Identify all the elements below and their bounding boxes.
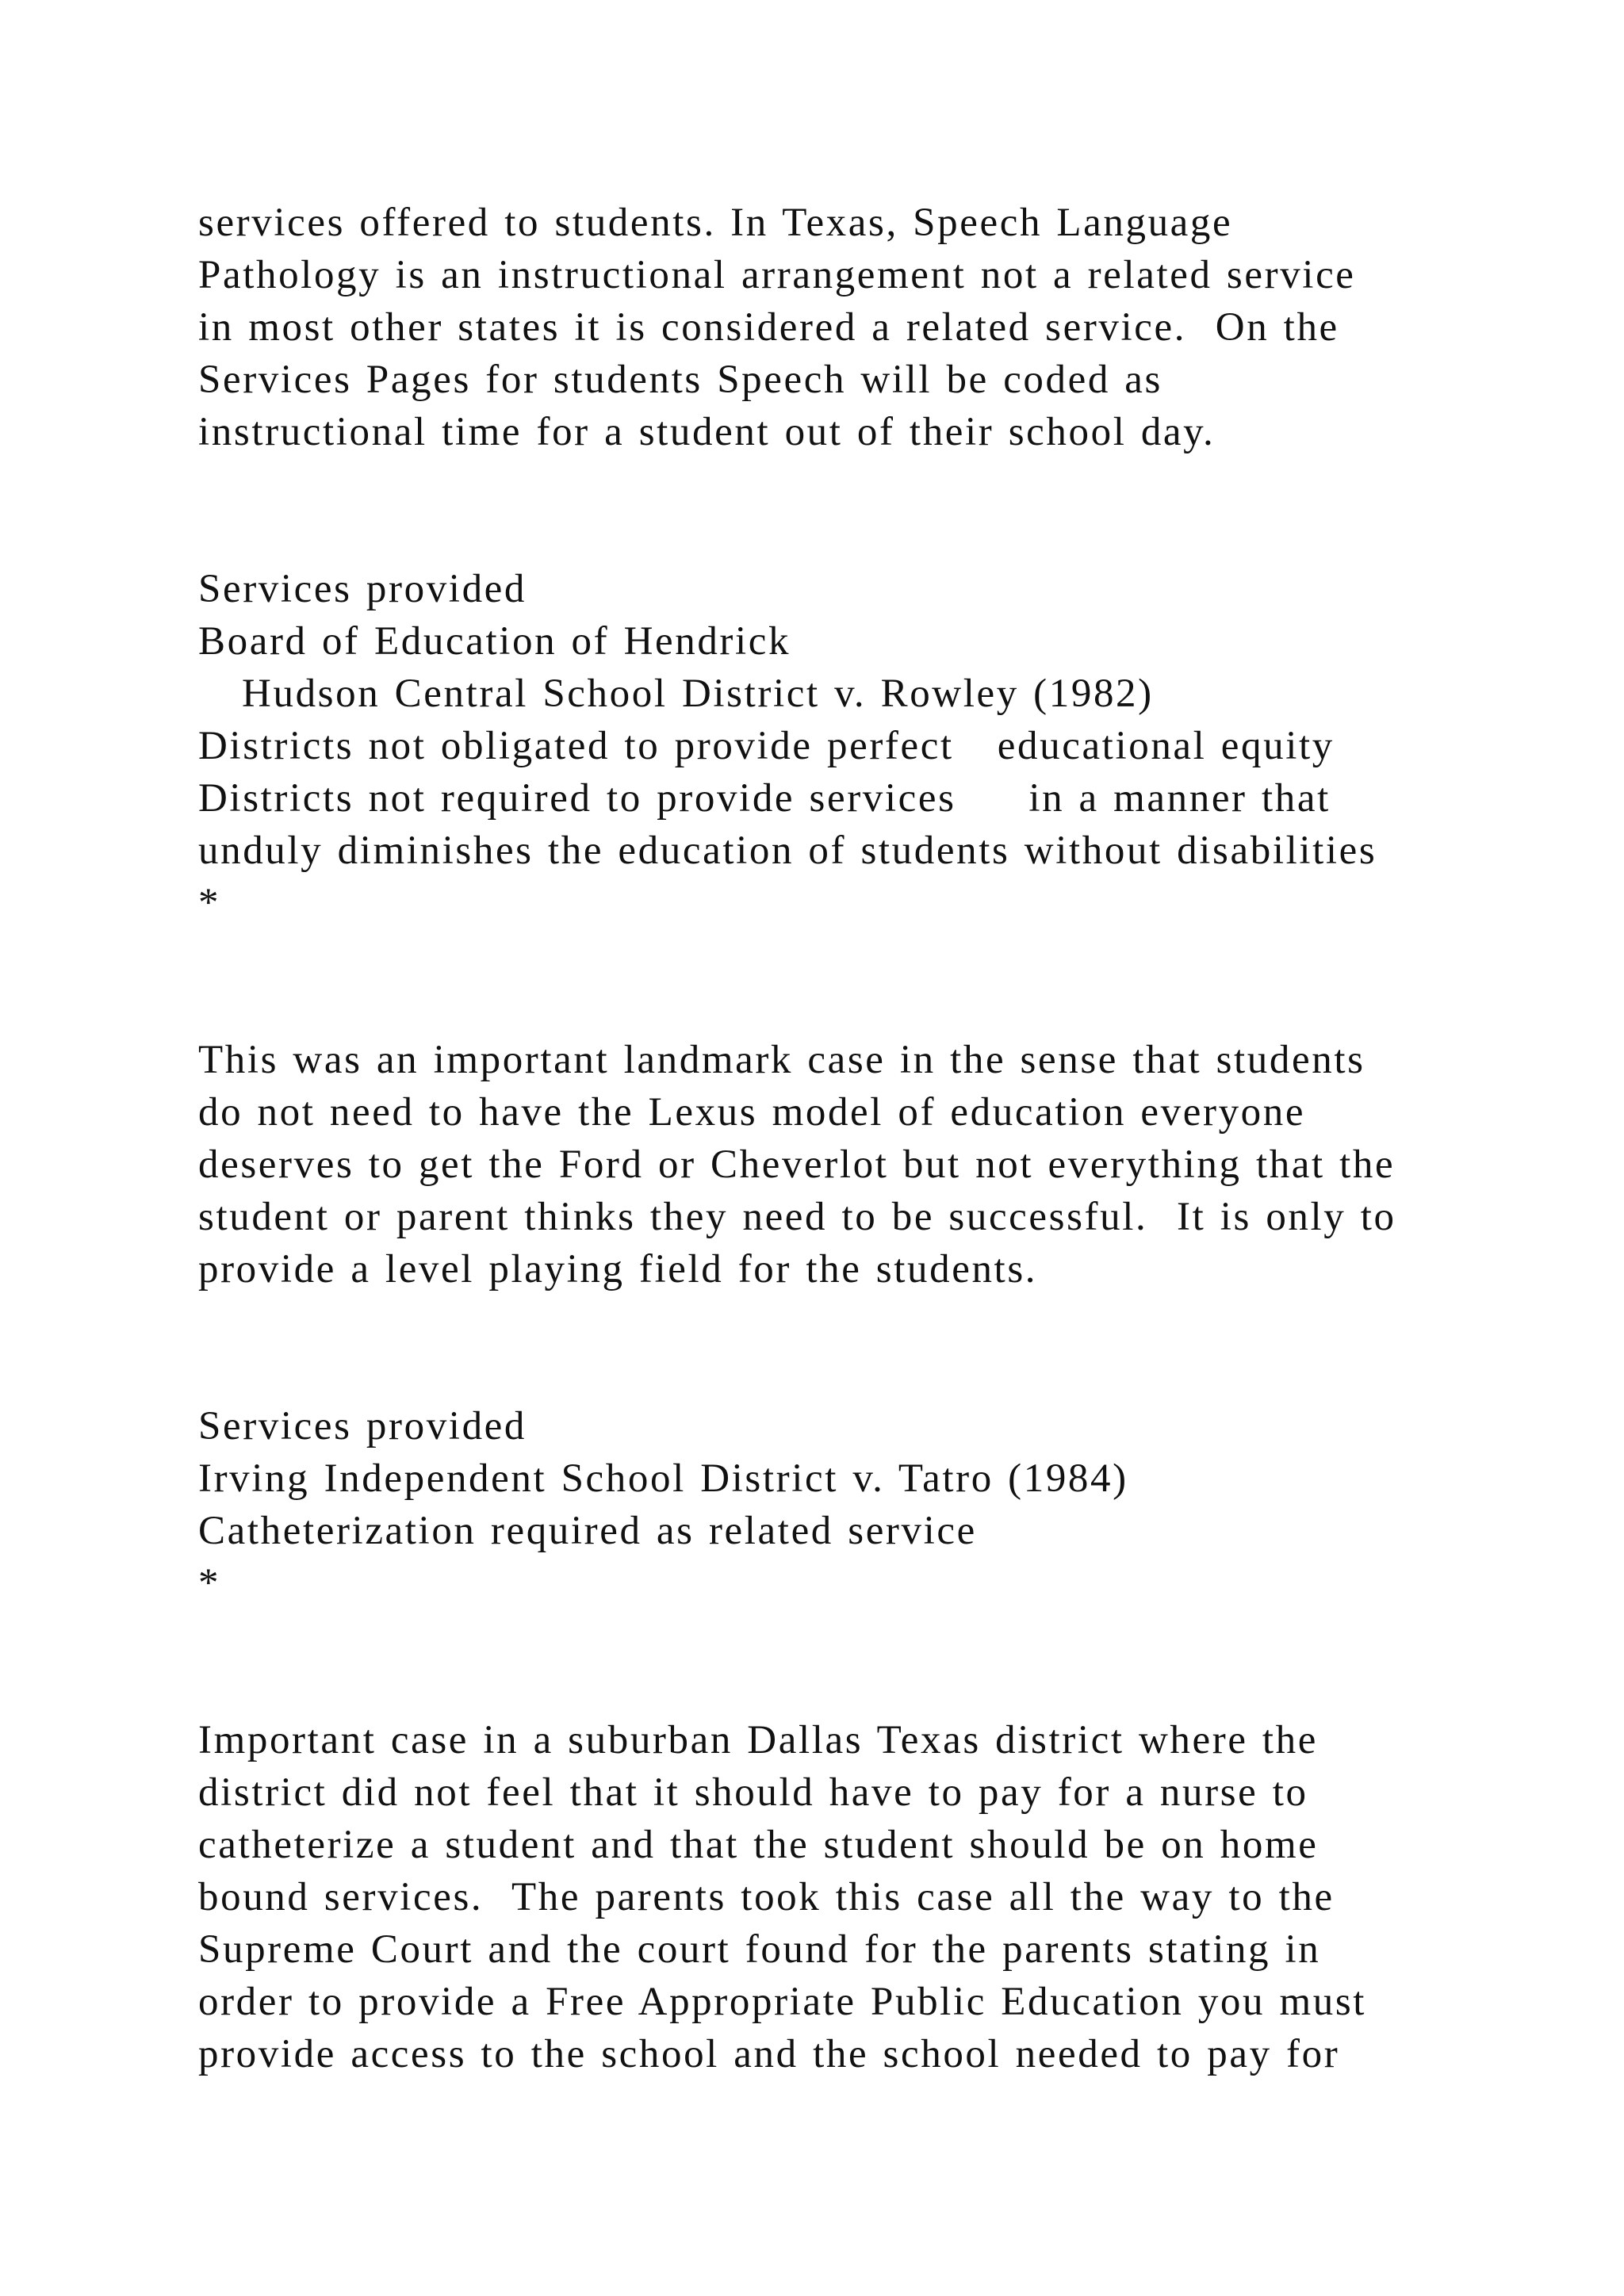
asterisk-marker: * [198, 1561, 221, 1605]
case-point: Districts not obligated to provide perfect educational equity [198, 724, 1335, 768]
text-line: provide access to the school and the school needed to pay for [198, 2032, 1340, 2076]
case-name: Board of Education of Hendrick [198, 619, 791, 664]
text-line: services offered to students. In Texas, Speech Language [198, 201, 1233, 245]
text-line: Pathology is an instructional arrangement not a related service [198, 253, 1356, 297]
text-line: do not need to have the Lexus model of education everyone [198, 1090, 1306, 1135]
text-line: Supreme Court and the court found for the parents stating in [198, 1927, 1321, 1972]
text-line: This was an important landmark case in the sense that students [198, 1038, 1365, 1082]
text-line: instructional time for a student out of their school day. [198, 410, 1216, 454]
case-point-continued: unduly diminishes the education of students without disabilities [198, 828, 1377, 873]
text-line: order to provide a Free Appropriate Public Education you must [198, 1980, 1367, 2024]
text-line: catheterize a student and that the student should be on home [198, 1823, 1319, 1867]
case-point: Catheterization required as related service [198, 1509, 977, 1553]
text-line: bound services. The parents took this case all the way to the [198, 1875, 1335, 1919]
text-line: in most other states it is considered a related service. On the [198, 305, 1339, 350]
slide-heading: Services provided [198, 1404, 527, 1448]
text-line: district did not feel that it should have to pay for a nurse to [198, 1770, 1308, 1815]
text-line: Important case in a suburban Dallas Texas district where the [198, 1718, 1319, 1762]
slide-heading: Services provided [198, 567, 527, 611]
case-name: Irving Independent School District v. Tatro (1984) [198, 1456, 1128, 1501]
text-line: Services Pages for students Speech will be coded as [198, 358, 1162, 402]
text-line: deserves to get the Ford or Cheverlot but not everything that the [198, 1142, 1396, 1187]
case-point: Districts not required to provide services in a manner that [198, 776, 1331, 821]
asterisk-marker: * [198, 881, 221, 925]
text-line: student or parent thinks they need to be successful. It is only to [198, 1195, 1396, 1239]
case-name-continued: Hudson Central School District v. Rowley (1982) [198, 672, 1154, 716]
text-line: provide a level playing field for the students. [198, 1247, 1038, 1292]
